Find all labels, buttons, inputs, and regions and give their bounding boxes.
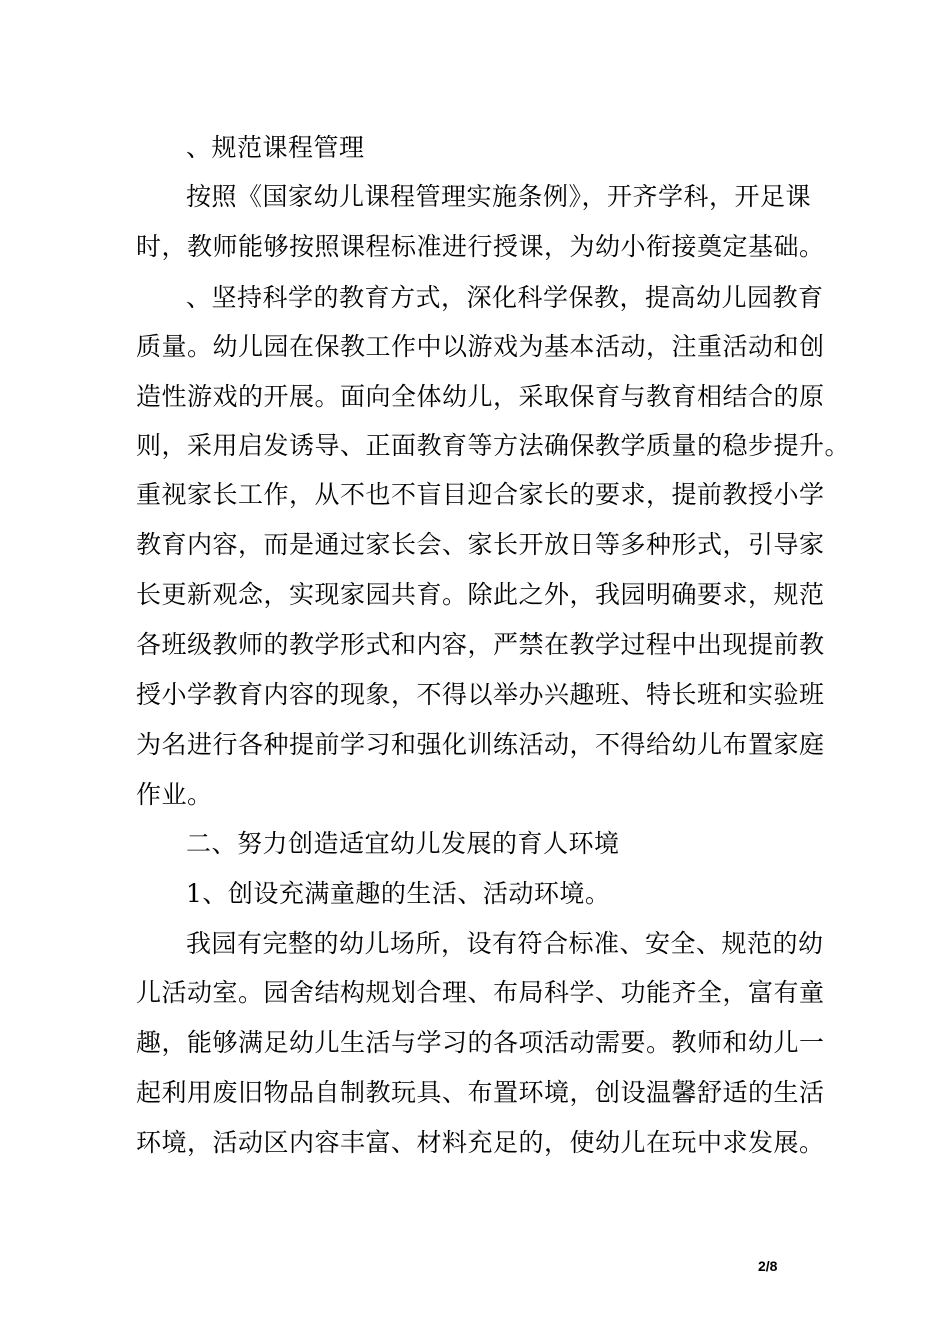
text-line: 按照《国家幼儿课程管理实施条例》，开齐学科，开足课 xyxy=(186,182,812,211)
subsection-heading: 1、创设充满童趣的生活、活动环境。 xyxy=(186,879,611,908)
text-line: 趣，能够满足幼儿生活与学习的各项活动需要。教师和幼儿一 xyxy=(136,1028,825,1057)
text-line: 教育内容，而是通过家长会、家长开放日等多种形式，引导家 xyxy=(136,530,825,559)
text-line: 、坚持科学的教育方式，深化科学保教，提高幼儿园教育 xyxy=(186,283,824,312)
text-line: 、规范课程管理 xyxy=(186,133,365,162)
text-line: 则，采用启发诱导、正面教育等方法确保教学质量的稳步提升。 xyxy=(136,431,851,460)
text-line: 长更新观念，实现家园共育。除此之外，我园明确要求，规范 xyxy=(136,580,825,609)
text-line: 授小学教育内容的现象，不得以举办兴趣班、特长班和实验班 xyxy=(136,680,825,709)
text-line: 质量。幼儿园在保教工作中以游戏为基本活动，注重活动和创 xyxy=(136,332,825,361)
text-line: 时，教师能够按照课程标准进行授课，为幼小衔接奠定基础。 xyxy=(136,232,825,261)
text-line: 起利用废旧物品自制教玩具、布置环境，创设温馨舒适的生活 xyxy=(136,1078,825,1107)
text-line: 各班级教师的教学形式和内容，严禁在教学过程中出现提前教 xyxy=(136,630,825,659)
section-heading: 二、努力创造适宜幼儿发展的育人环境 xyxy=(186,829,620,858)
text-line: 作业。 xyxy=(136,780,213,809)
text-line: 重视家长工作，从不也不盲目迎合家长的要求，提前教授小学 xyxy=(136,480,825,509)
page-number: 2/8 xyxy=(758,1258,778,1274)
text-line: 为名进行各种提前学习和强化训练活动，不得给幼儿布置家庭 xyxy=(136,730,825,759)
text-line: 儿活动室。园舍结构规划合理、布局科学、功能齐全，富有童 xyxy=(136,978,825,1007)
text-line: 我园有完整的幼儿场所，设有符合标准、安全、规范的幼 xyxy=(186,929,824,958)
text-line: 环境，活动区内容丰富、材料充足的，使幼儿在玩中求发展。 xyxy=(136,1128,825,1157)
text-line: 造性游戏的开展。面向全体幼儿，采取保育与教育相结合的原 xyxy=(136,382,825,411)
